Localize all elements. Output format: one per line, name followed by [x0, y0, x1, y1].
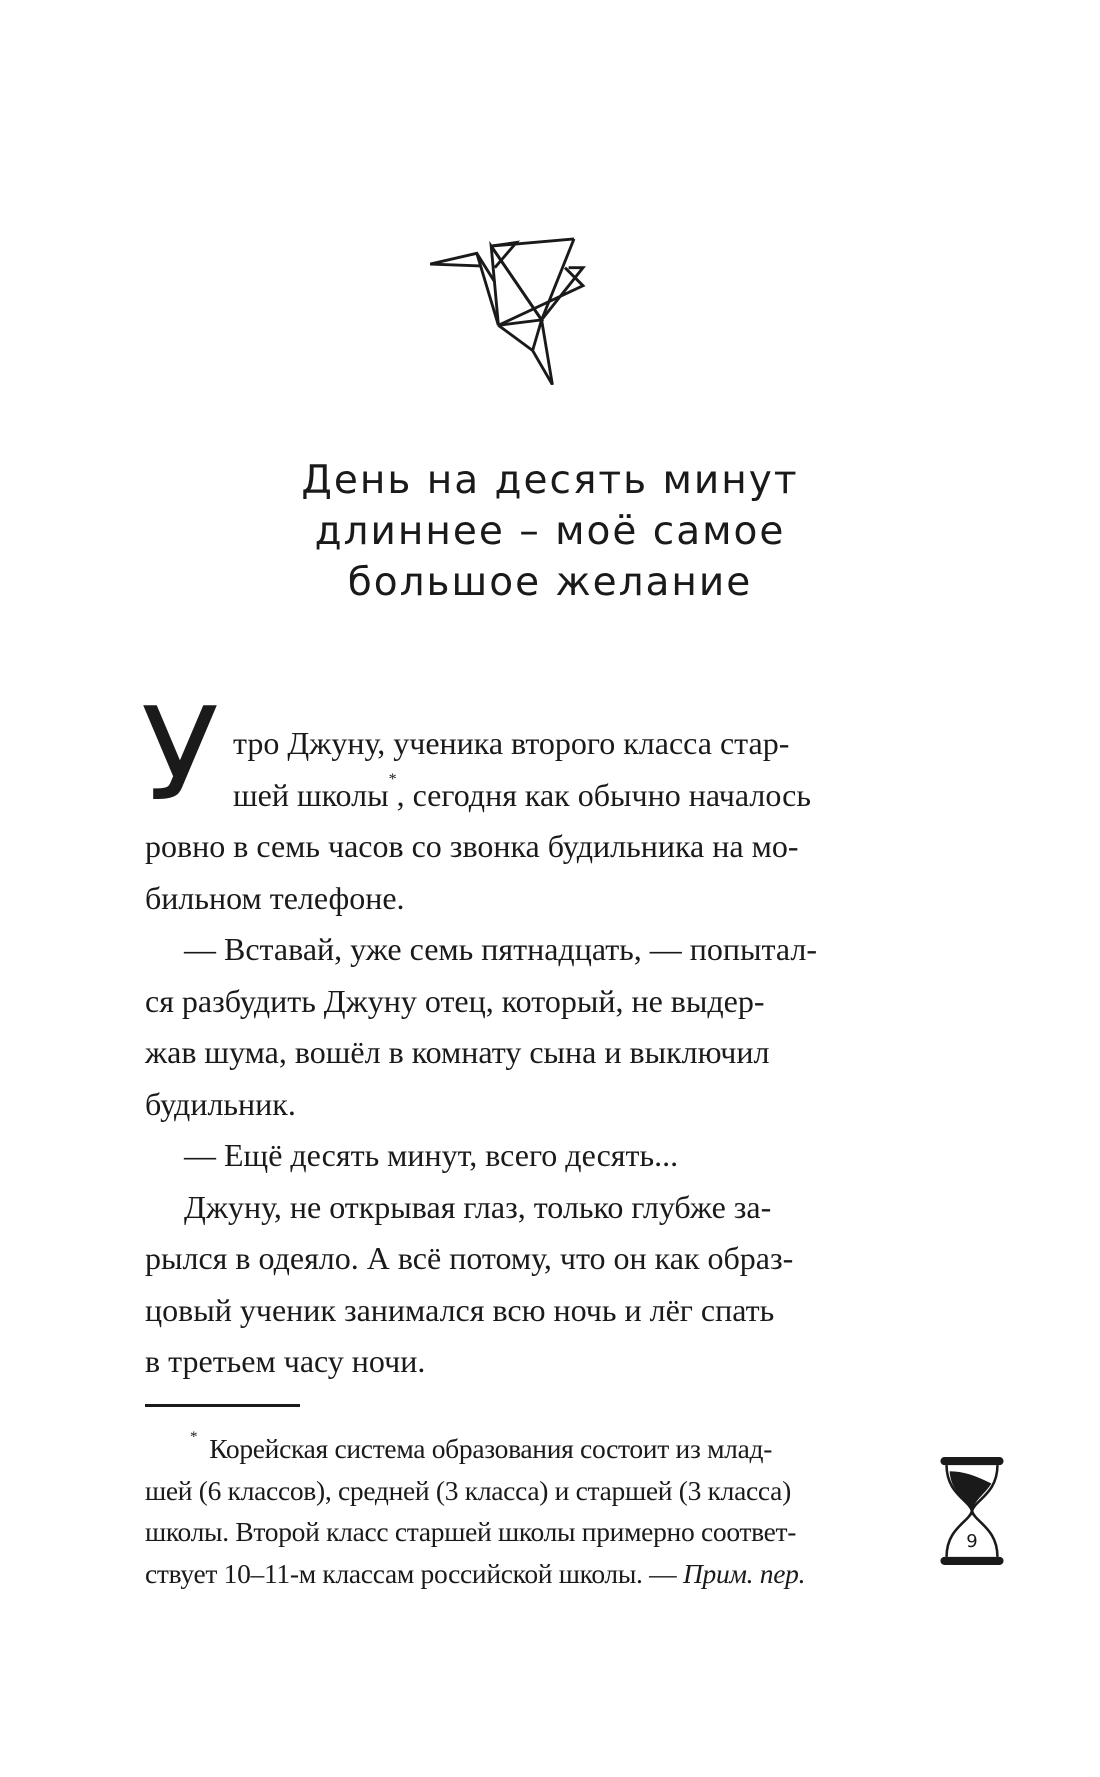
text-line: цовый ученик занимался всю ночь и лёг спать [145, 1291, 775, 1328]
text-line: жав шума, вошёл в комнату сына и выключил [145, 1034, 770, 1070]
text-line: тро Джуну, ученика второго класса стар- [233, 725, 790, 761]
footnote-line: шей (6 классов), средней (3 класса) и старшей (3 класса) [145, 1474, 791, 1506]
text-line: бильном телефоне. [145, 879, 405, 916]
text-line: — Ещё десять минут, всего десять... [184, 1137, 679, 1173]
origami-bird-icon [430, 235, 610, 385]
text-fragment: ствует 10–11-м классам российской школы. — [145, 1557, 683, 1589]
text-line: рылся в одеяло. А всё потому, что он как образ- [145, 1240, 794, 1276]
footnote-divider [145, 1404, 300, 1407]
text-fragment: Корейская система образования состоит из млад- [209, 1433, 773, 1464]
chapter-title [0, 455, 1100, 608]
footnote-line [145, 1553, 900, 1595]
footnote [145, 1428, 900, 1594]
chapter-title-line: День на десять минут [301, 458, 799, 503]
footnote-marker: * [190, 1429, 198, 1445]
translator-note: Прим. пер. [682, 1557, 806, 1589]
chapter-title-line: большое желание [347, 560, 753, 605]
page-number: 9 [966, 1531, 978, 1552]
body-text [141, 681, 900, 1388]
text-fragment: шей школы [233, 776, 389, 813]
footnote-marker[interactable]: * [388, 770, 397, 788]
text-line: Джуну, не открывая глаз, только глубже за- [184, 1188, 772, 1225]
text-line: будильник. [145, 1085, 296, 1122]
footnote-line [145, 1428, 900, 1470]
text-line: — Вставай, уже семь пятнадцать, — попытал- [184, 931, 817, 967]
text-fragment: , сегодня как обычно началось [396, 776, 811, 813]
chapter-title-line: длиннее – моё самое [314, 509, 786, 554]
text-line: ровно в семь часов со звонка будильника на мо- [145, 828, 799, 864]
drop-cap: У [141, 681, 219, 830]
text-line: в третьем часу ночи. [145, 1343, 426, 1379]
text-line: ся разбудить Джуну отец, который, не выдер- [145, 982, 765, 1019]
text-line [145, 770, 900, 822]
footnote-line: школы. Второй класс старшей школы примерно соответ- [145, 1516, 797, 1547]
